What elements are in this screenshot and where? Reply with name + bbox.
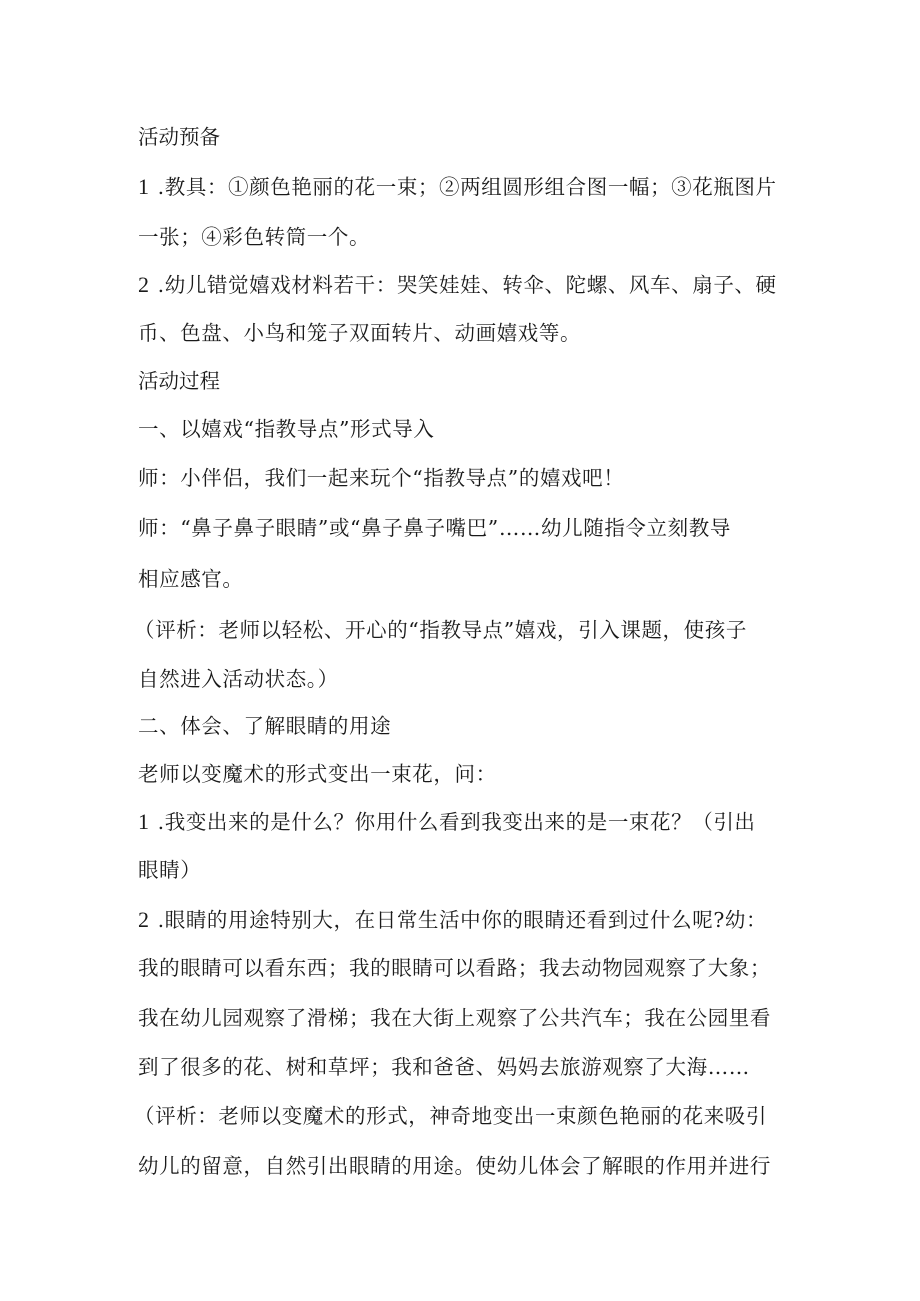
paragraph-line: 到了很多的花、树和草坪；我和爸爸、妈妈去旅游观察了大海…… (138, 1055, 750, 1079)
list-item-2 (138, 907, 798, 933)
commentary-line: （评析：老师以轻松、开心的“指教导点”嬉戏，引入课题，使孩子 (134, 618, 747, 642)
paragraph-line: 相应感官。 (138, 567, 244, 591)
list-item-text: .教具：①颜色艳丽的花一束；②两组圆形组合图一幅；③花瓶图片 (157, 175, 777, 199)
subheading-two: 二、体会、了解眼睛的用途 (138, 714, 392, 738)
paragraph-line: 师：“鼻子鼻子眼睛”或“鼻子鼻子嘴巴”……幼儿随指令立刻教导 (138, 516, 731, 540)
commentary-line: 自然进入活动状态。） (138, 667, 339, 691)
paragraph-line: 一张；④彩色转筒一个。 (138, 225, 371, 249)
list-item-1 (138, 809, 798, 835)
list-number: 2 (138, 272, 150, 297)
list-number: 1 (138, 174, 150, 199)
paragraph-line: 老师以变魔术的形式变出一束花，问： (138, 762, 497, 786)
commentary-line: （评析：老师以变魔术的形式，神奇地变出一束颜色艳丽的花来吸引 (134, 1104, 767, 1128)
section-heading-preparation: 活动预备 (138, 125, 220, 149)
paragraph-line: 师：小伴侣，我们一起来玩个“指教导点”的嬉戏吧！ (138, 466, 625, 490)
list-number: 1 (138, 809, 150, 834)
list-item-1 (138, 174, 798, 200)
commentary-line: 幼儿的留意，自然引出眼睛的用途。使幼儿体会了解眼的作用并进行 (138, 1154, 771, 1178)
paragraph-line: 我的眼睛可以看东西；我的眼睛可以看路；我去动物园观察了大象； (138, 956, 771, 980)
list-item-text: .眼睛的用途特别大，在日常生活中你的眼睛还看到过什么呢?幼： (157, 908, 768, 932)
paragraph-line: 眼睛） (138, 858, 202, 882)
list-number: 2 (138, 907, 150, 932)
section-heading-process: 活动过程 (138, 369, 220, 393)
paragraph-line: 我在幼儿园观察了滑梯；我在大街上观察了公共汽车；我在公园里看 (138, 1006, 771, 1030)
paragraph-line: 币、色盘、小鸟和笼子双面转片、动画嬉戏等。 (138, 321, 582, 345)
list-item-2 (138, 272, 798, 298)
list-item-text: .幼儿错觉嬉戏材料若干：哭笑娃娃、转伞、陀螺、风车、扇子、硬 (157, 273, 777, 297)
list-item-text: .我变出来的是什么？你用什么看到我变出来的是一束花？（引出 (157, 810, 756, 834)
subheading-one: 一、以嬉戏“指教导点”形式导入 (138, 417, 435, 441)
